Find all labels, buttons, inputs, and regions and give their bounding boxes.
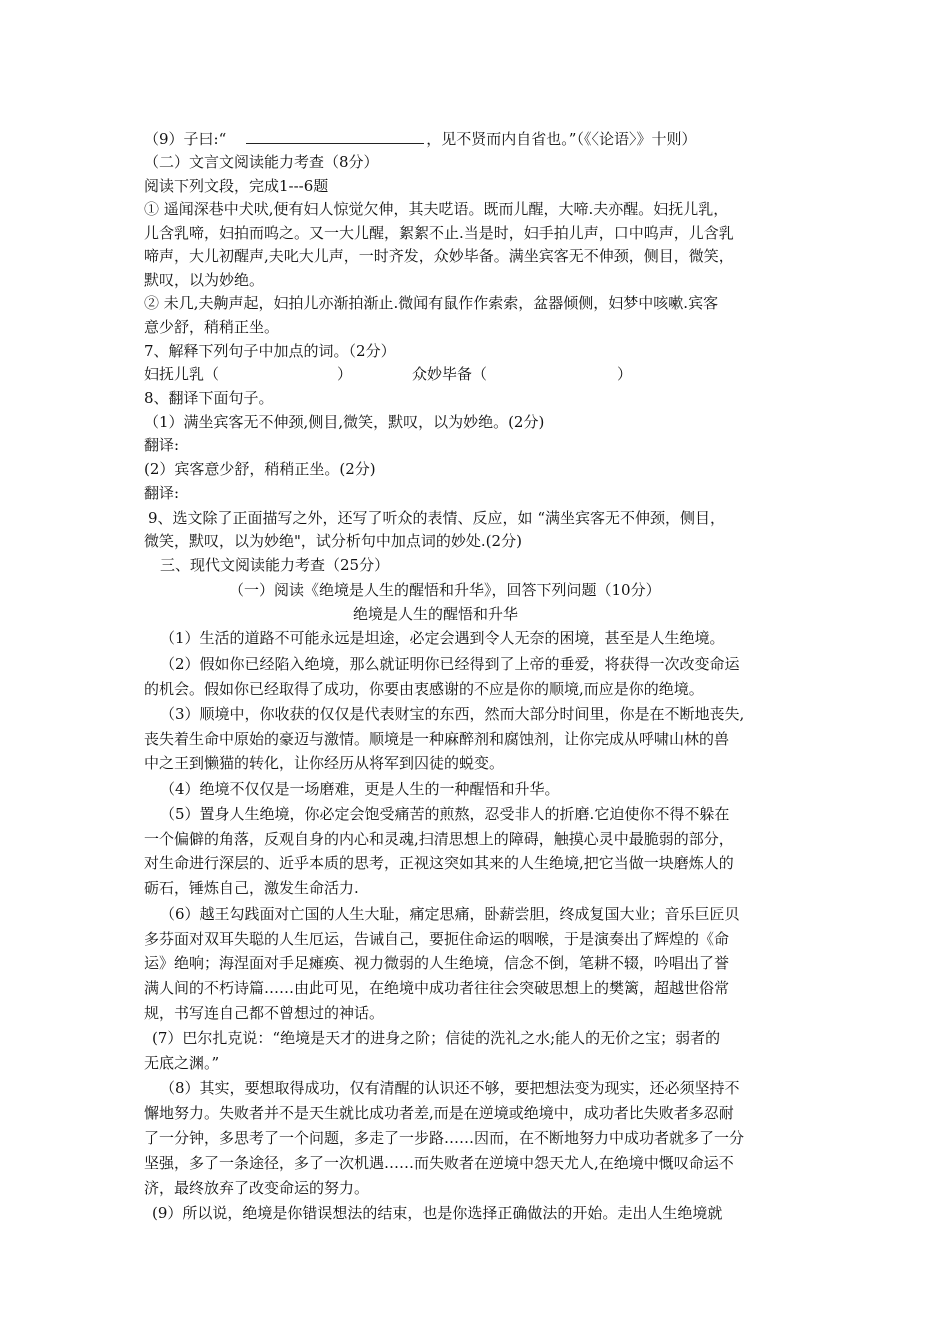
question-9-line: 微笑，默叹，以为妙绝"，试分析句中加点词的妙处.(2分) xyxy=(144,532,522,550)
q7-item1: 妇抚儿乳（ xyxy=(144,365,220,383)
classical-para1-line: 啼声，大儿初醒声,夫叱大儿声，一时齐发，众妙毕备。满坐宾客无不伸颈，侧目，微笑， xyxy=(144,247,734,265)
article-line: 丧失着生命中原始的豪迈与激情。顺境是一种麻醉剂和腐蚀剂，让你完成从呼啸山林的兽 xyxy=(144,730,730,748)
question-7-items xyxy=(144,364,632,384)
classical-para1-line: 默叹，以为妙绝。 xyxy=(144,271,265,289)
article-line: （8）其实，要想取得成功，仅有清醒的认识还不够，要把想法变为现实，还必须坚持不 xyxy=(160,1079,740,1097)
question-9-line: 9、选文除了正面描写之外，还写了听众的表情、反应，如 “满坐宾客无不伸颈，侧目， xyxy=(148,509,725,527)
classical-para2-line: 意少舒，稍稍正坐。 xyxy=(144,318,280,336)
sub-heading-modern: （一）阅读《绝境是人生的醒悟和升华》，回答下列问题（10分） xyxy=(229,581,661,599)
article-line: 懈地努力。失败者并不是天生就比成功者差,而是在逆境或绝境中，成功者比失败者多忍耐 xyxy=(144,1104,734,1122)
q8-translate-label-2: 翻译: xyxy=(144,484,180,502)
article-line: 济，最终放弃了改变命运的努力。 xyxy=(144,1179,370,1197)
article-line: 坚强，多了一条途径，多了一次机遇……而失败者在逆境中怨天尤人,在绝境中慨叹命运不 xyxy=(144,1154,734,1172)
article-line: 满人间的不朽诗篇……由此可见，在绝境中成功者往往会突破思想上的樊篱，超越世俗常 xyxy=(144,979,730,997)
article-line: （2）假如你已经陷入绝境，那么就证明你已经得到了上帝的垂爱，将获得一次改变命运 xyxy=(160,655,740,673)
article-line: （1）生活的道路不可能永远是坦途，必定会遇到令人无奈的困境，甚至是人生绝境。 xyxy=(160,629,725,647)
q9-fill-prefix: （9）子曰:“ xyxy=(144,130,227,148)
q8-sentence-1: （1）满坐宾客无不伸颈,侧目,微笑，默叹，以为妙绝。(2分) xyxy=(144,413,545,431)
article-line: （5）置身人生绝境，你必定会饱受痛苦的煎熬，忍受非人的折磨.它迫使你不得不躲在 xyxy=(160,805,730,823)
question-8-title: 8、翻译下面句子。 xyxy=(144,389,274,407)
instruction-text: 阅读下列文段，完成1---6题 xyxy=(144,177,329,195)
q8-translate-label-1: 翻译: xyxy=(144,436,180,454)
article-line: 无底之渊。” xyxy=(144,1054,220,1072)
article-line: （4）绝境不仅仅是一场磨难，更是人生的一种醒悟和升华。 xyxy=(160,780,560,798)
classical-para2-line: ② 未几,夫齁声起，妇拍儿亦渐拍渐止.微闻有鼠作作索索，盆器倾侧，妇梦中咳嗽.宾客 xyxy=(144,294,719,312)
article-line: 规，书写连自己都不曾想过的神话。 xyxy=(144,1004,385,1022)
article-title: 绝境是人生的醒悟和升华 xyxy=(353,605,519,623)
article-line: （6）越王勾践面对亡国的人生大耻，痛定思痛，卧薪尝胆，终成复国大业；音乐巨匠贝 xyxy=(160,905,740,923)
article-line: (9）所以说，绝境是你错误想法的结束，也是你选择正确做法的开始。走出人生绝境就 xyxy=(152,1204,723,1222)
section-heading-modern: 三、现代文阅读能力考查（25分） xyxy=(160,556,390,574)
article-line: 多芬面对双耳失聪的人生厄运，告诫自己，要扼住命运的咽喉，于是演奏出了辉煌的《命 xyxy=(144,930,730,948)
answer-blank[interactable] xyxy=(246,129,424,144)
classical-para1-line: ① 遥闻深巷中犬吠,便有妇人惊觉欠伸，其夫呓语。既而儿醒，大啼.夫亦醒。妇抚儿乳， xyxy=(144,200,729,218)
article-line: 了一分钟，多思考了一个问题，多走了一步路……因而，在不断地努力中成功者就多了一分 xyxy=(144,1129,745,1147)
q7-item1-close: ） xyxy=(337,365,353,383)
q7-item2-close: ） xyxy=(617,365,633,383)
article-line: 砺石，锤炼自己，激发生命活力. xyxy=(144,879,359,897)
article-line: （3）顺境中，你收获的仅仅是代表财宝的东西，然而大部分时间里，你是在不断地丧失, xyxy=(160,705,745,723)
article-line: 一个偏僻的角落，反观自身的内心和灵魂,扫清思想上的障碍，触摸心灵中最脆弱的部分， xyxy=(144,830,734,848)
q9-fill-suffix: ，见不贤而内自省也。”（《〈论语〉》十则） xyxy=(426,130,697,148)
article-line: 对生命进行深层的、近乎本质的思考，正视这突如其来的人生绝境,把它当做一块磨炼人的 xyxy=(144,854,734,872)
article-line: 中之王到懒猫的转化，让你经历从将军到囚徒的蜕变。 xyxy=(144,754,505,772)
article-line: 运》绝响；海涅面对手足瘫痪、视力微弱的人生绝境，信念不倒，笔耕不辍，吟唱出了誉 xyxy=(144,954,730,972)
article-line: (7）巴尔扎克说：“绝境是天才的进身之阶；信徒的洗礼之水;能人的无价之宝；弱者的 xyxy=(152,1029,721,1047)
q8-sentence-2: (2）宾客意少舒，稍稍正坐。(2分) xyxy=(144,460,376,478)
article-line: 的机会。假如你已经取得了成功，你要由衷感谢的不应是你的顺境,而应是你的绝境。 xyxy=(144,680,704,698)
q9-fill-blank-question xyxy=(144,129,696,149)
q7-item2: 众妙毕备（ xyxy=(412,365,488,383)
classical-para1-line: 儿含乳啼，妇拍而呜之。又一大儿醒，絮絮不止.当是时，妇手拍儿声，口中呜声，儿含乳 xyxy=(144,224,734,242)
section-heading-classical: （二）文言文阅读能力考查（8分） xyxy=(144,153,379,171)
question-7-title: 7、解释下列句子中加点的词。（2分） xyxy=(144,342,396,360)
